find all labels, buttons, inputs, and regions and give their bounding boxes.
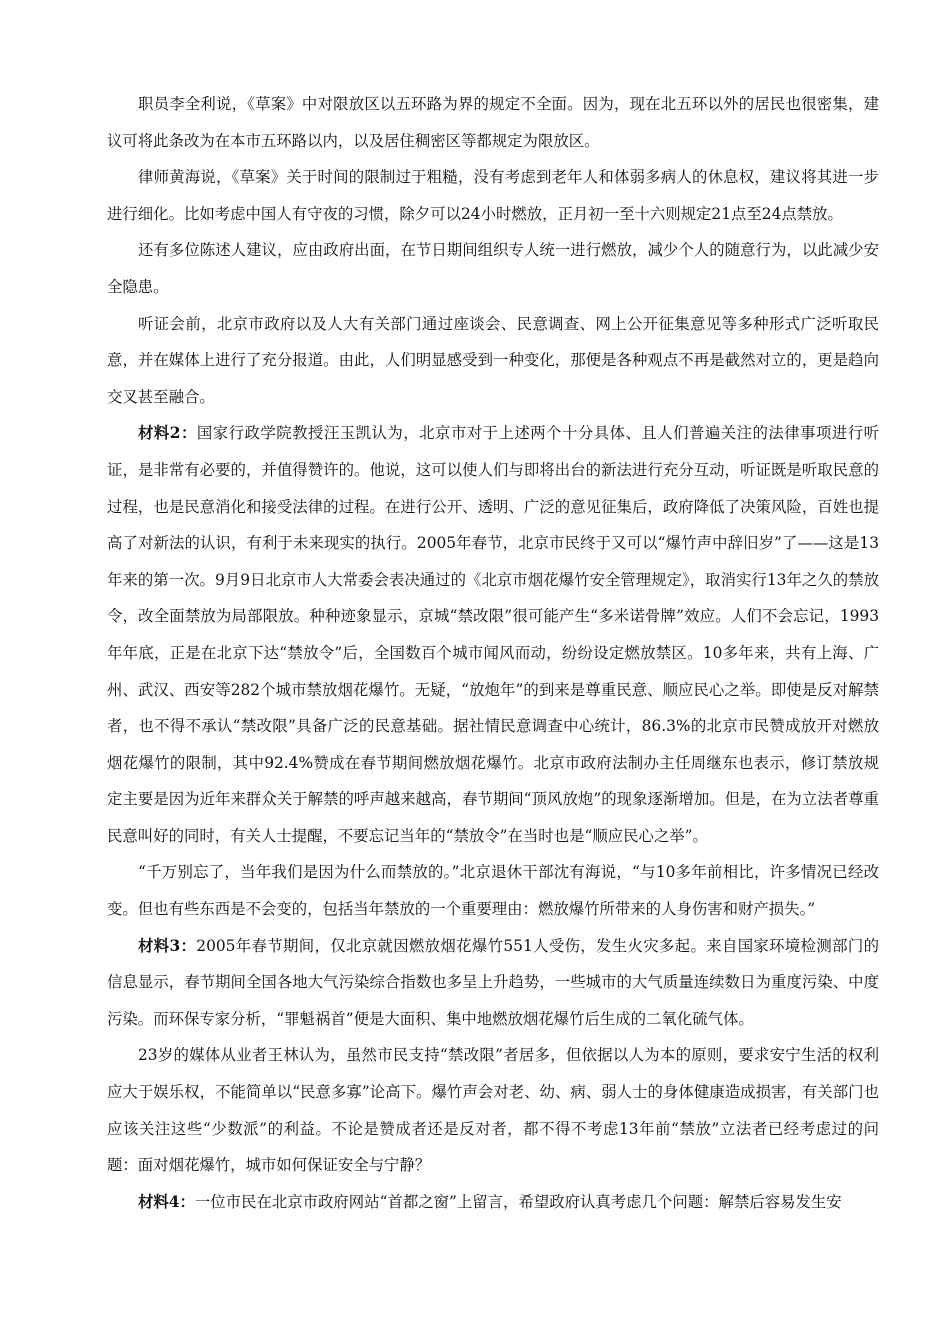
paragraph xyxy=(107,86,879,159)
material-label: 材料4： xyxy=(138,1192,195,1211)
paragraph xyxy=(107,306,879,416)
material-label: 材料3： xyxy=(138,936,197,955)
paragraph xyxy=(107,159,879,232)
paragraph-text: 23岁的媒体从业者王林认为，虽然市民支持“禁改限”者居多，但依据以人为本的原则，要求安宁生活的权利应大于娱乐权，不能简单以“民意多寡”论高下。爆竹声会对老、幼、病、弱人士的身体健康造成损害，有关部门也应该关注这些“少数派”的利益。不论是赞成者还是反对者，都不得不考虑13年前“禁放”立法者已经考虑过的问题：面对烟花爆竹，城市如何保证安全与宁静？ xyxy=(107,1046,879,1175)
paragraph-text: 律师黄海说，《草案》关于时间的限制过于粗糙，没有考虑到老年人和体弱多病人的休息权，建议将其进一步进行细化。比如考虑中国人有守夜的习惯，除夕可以24小时燃放，正月初一至十六则规定21点至24点禁放。 xyxy=(107,168,879,223)
paragraph-text: 一位市民在北京市政府网站“首都之窗”上留言，希望政府认真考虑几个问题：解禁后容易发生安 xyxy=(194,1192,842,1211)
paragraph-text: 还有多位陈述人建议，应由政府出面，在节日期间组织专人统一进行燃放，减少个人的随意行为，以此减少安全隐患。 xyxy=(107,241,879,296)
paragraph-text: 职员李全利说，《草案》中对限放区以五环路为界的规定不全面。因为，现在北五环以外的居民也很密集，建议可将此条改为在本市五环路以内，以及居住稠密区等都规定为限放区。 xyxy=(107,95,879,150)
material-2-paragraph xyxy=(107,415,879,854)
paragraph-text: 听证会前，北京市政府以及人大有关部门通过座谈会、民意调查、网上公开征集意见等多种形式广泛听取民意，并在媒体上进行了充分报道。由此，人们明显感受到一种变化，那便是各种观点不再是截然对立的，更是趋向交叉甚至融合。 xyxy=(107,314,879,406)
paragraph xyxy=(107,854,879,927)
document-body xyxy=(107,86,879,1220)
paragraph xyxy=(107,1037,879,1183)
paragraph xyxy=(107,232,879,305)
material-label: 材料2： xyxy=(138,424,197,443)
paragraph-text: 国家行政学院教授汪玉凯认为，北京市对于上述两个十分具体、且人们普遍关注的法律事项进行听证，是非常有必要的，并值得赞许的。他说，这可以使人们与即将出台的新法进行充分互动，听证既是听取民意的过程，也是民意消化和接受法律的过程。在进行公开、透明、广泛的意见征集后，政府降低了决策风险，百姓也提高了对新法的认识，有利于未来现实的执行。2005年春节，北京市民终于又可以“爆竹声中辞旧岁”了——这是13年来的第一次。9月9日北京市人大常委会表决通过的《北京市烟花爆竹安全管理规定》，取消实行13年之久的禁放令，改全面禁放为局部限放。种种迹象显示，京城“禁改限”很可能产生“多米诺骨牌”效应。人们不会忘记，1993年年底，正是在北京下达“禁放令”后，全国数百个城市闻风而动，纷纷设定燃放禁区。10多年来，共有上海、广州、武汉、西安等282个城市禁放烟花爆竹。无疑，“放炮年”的到来是尊重民意、顺应民心之举。即使是反对解禁者，也不得不承认“禁改限”具备广泛的民意基础。据社情民意调查中心统计，86.3%的北京市民赞成放开对燃放烟花爆竹的限制，其中92.4%赞成在春节期间燃放烟花爆竹。北京市政府法制办主任周继东也表示，修订禁放规定主要是因为近年来群众关于解禁的呼声越来越高，春节期间“顶风放炮”的现象逐渐增加。但是，在为立法者尊重民意叫好的同时，有关人士提醒，不要忘记当年的“禁放令”在当时也是“顺应民心之举”。 xyxy=(107,424,879,845)
material-3-paragraph xyxy=(107,928,879,1038)
paragraph-text: 2005年春节期间，仅北京就因燃放烟花爆竹551人受伤，发生火灾多起。来自国家环境检测部门的信息显示，春节期间全国各地大气污染综合指数也多呈上升趋势，一些城市的大气质量连续数日为重度污染、中度污染。而环保专家分析，“罪魁祸首”便是大面积、集中地燃放烟花爆竹后生成的二氧化硫气体。 xyxy=(107,936,879,1028)
paragraph-text: “千万别忘了，当年我们是因为什么而禁放的。”北京退休干部沈有海说，“与10多年前相比，许多情况已经改变。但也有些东西是不会变的，包括当年禁放的一个重要理由：燃放爆竹所带来的人身伤害和财产损失。” xyxy=(107,863,879,919)
material-4-paragraph xyxy=(107,1184,879,1221)
